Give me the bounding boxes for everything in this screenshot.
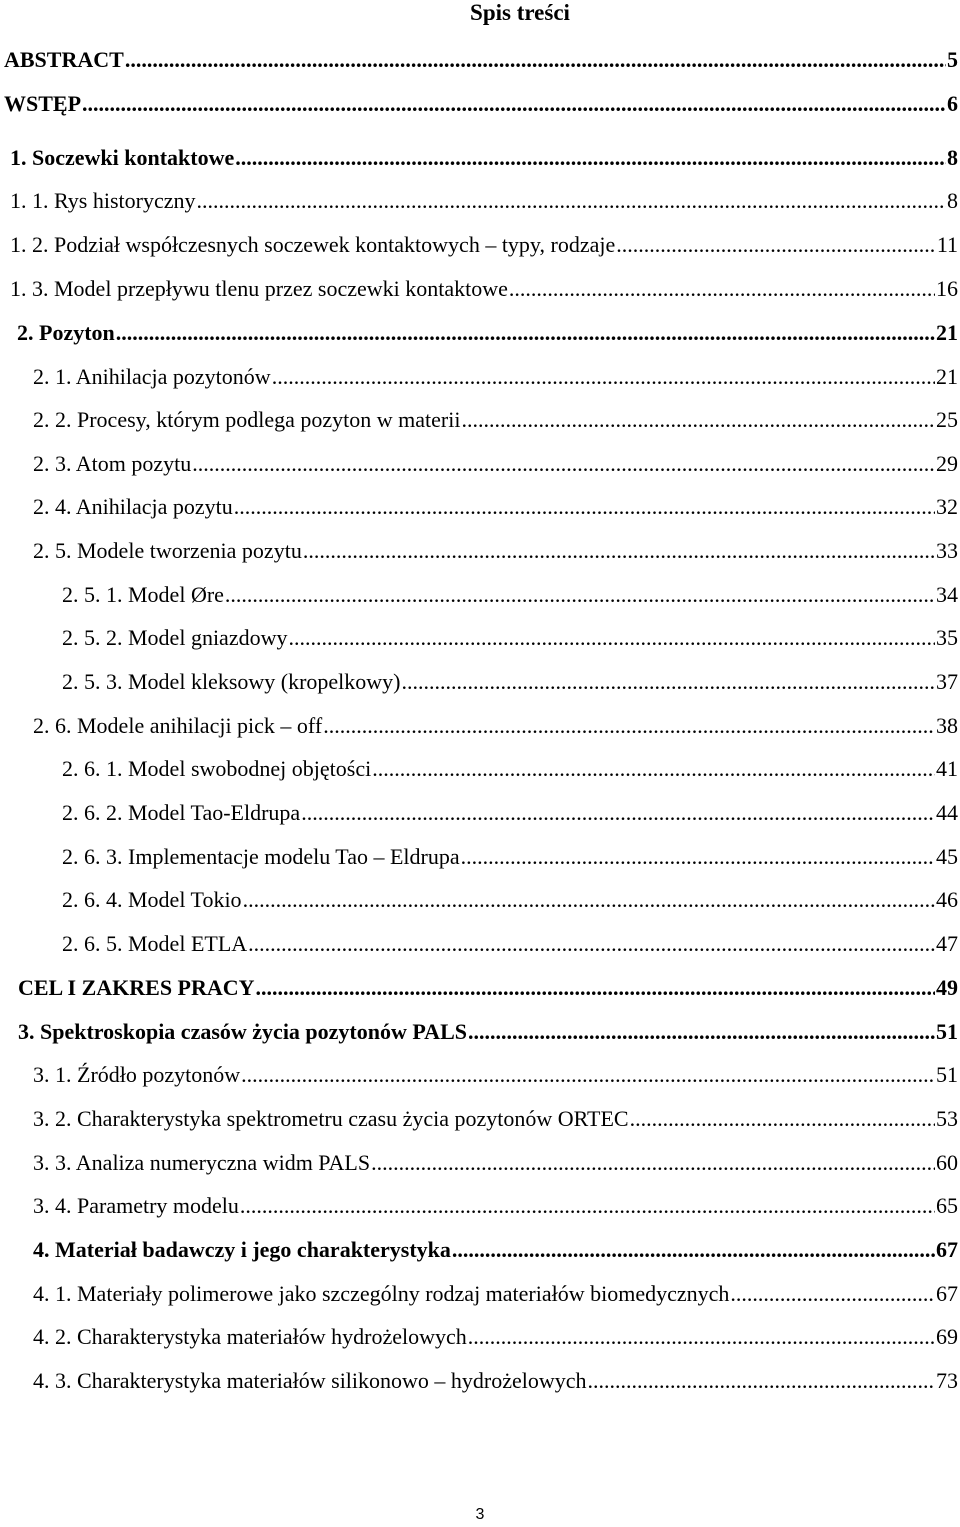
toc-dot-leader: [235, 145, 946, 171]
toc-entry: [18, 975, 958, 1001]
toc-entry: [33, 1062, 958, 1088]
toc-entry-page: 51: [936, 1019, 958, 1044]
toc-entry-label: 2. 3. Atom pozytu: [33, 451, 192, 476]
toc-entry: [62, 844, 958, 870]
toc-entry-label: WSTĘP: [4, 91, 82, 116]
toc-entry: [10, 188, 958, 214]
toc-entry-page: 47: [936, 931, 958, 956]
toc-entry: [33, 364, 958, 390]
toc-dot-leader: [371, 1150, 935, 1176]
toc-entry: [62, 800, 958, 826]
toc-entry: [33, 1106, 958, 1132]
toc-entry-page: 34: [936, 582, 958, 607]
toc-entry-page: 11: [936, 232, 958, 257]
toc-entry-page: 46: [936, 887, 958, 912]
toc-entry-label: 2. 2. Procesy, którym podlega pozyton w materii: [33, 407, 461, 432]
toc-entry-label: 2. 1. Anihilacja pozytonów: [33, 364, 271, 389]
toc-entry-label: 4. 3. Charakterystyka materiałów silikonowo – hydrożelowych: [33, 1368, 587, 1393]
toc-dot-leader: [303, 538, 935, 564]
toc-dot-leader: [461, 844, 935, 870]
toc-dot-leader: [462, 407, 936, 433]
toc-entry-label: 2. 6. 5. Model ETLA: [62, 931, 248, 956]
toc-entry-page: 6: [947, 91, 958, 116]
toc-entry-page: 60: [936, 1150, 958, 1175]
toc-entry: [10, 145, 958, 171]
toc-entry-page: 69: [936, 1324, 958, 1349]
toc-entry-label: 3. 2. Charakterystyka spektrometru czasu życia pozytonów ORTEC: [33, 1106, 629, 1131]
toc-dot-leader: [248, 931, 935, 957]
toc-entry-label: 2. 4. Anihilacja pozytu: [33, 494, 233, 519]
toc-entry: [33, 1368, 958, 1394]
toc-entry-page: 37: [936, 669, 958, 694]
toc-entry-label: 3. 4. Parametry modelu: [33, 1193, 239, 1218]
toc-entry: [33, 713, 958, 739]
toc-entry: [33, 1193, 958, 1219]
toc-dot-leader: [192, 451, 935, 477]
toc-dot-leader: [272, 364, 935, 390]
toc-entry: [62, 669, 958, 695]
toc-entry-page: 5: [947, 47, 958, 72]
toc-entry-label: 4. 2. Charakterystyka materiałów hydrożelowych: [33, 1324, 467, 1349]
toc-dot-leader: [197, 188, 947, 214]
toc-entry: [4, 47, 958, 73]
toc-dot-leader: [323, 713, 935, 739]
toc-entry-page: 41: [936, 756, 958, 781]
toc-entry-page: 65: [936, 1193, 958, 1218]
toc-entry: [33, 407, 958, 433]
toc-entry-label: 2. 6. Modele anihilacji pick – off: [33, 713, 323, 738]
page-number: 3: [475, 1506, 485, 1523]
toc-dot-leader: [241, 1062, 935, 1088]
toc-entry-label: 2. 6. 4. Model Tokio: [62, 887, 242, 912]
toc-entry-label: 2. 6. 1. Model swobodnej objętości: [62, 756, 372, 781]
toc-entry: [62, 625, 958, 651]
toc-dot-leader: [468, 1324, 935, 1350]
toc-dot-leader: [82, 91, 946, 117]
toc-entry: [18, 1019, 958, 1045]
page-title: Spis treści: [470, 0, 570, 25]
toc-entry-page: 67: [936, 1237, 958, 1262]
toc-entry-page: 51: [936, 1062, 958, 1087]
toc-entry-page: 44: [936, 800, 958, 825]
toc-entry-label: 2. 5. 1. Model Øre: [62, 582, 224, 607]
toc-entry-page: 38: [936, 713, 958, 738]
toc-dot-leader: [452, 1237, 935, 1263]
toc-entry-label: 4. Materiał badawczy i jego charakterystyka: [33, 1237, 451, 1262]
toc-entry-page: 32: [936, 494, 958, 519]
toc-dot-leader: [288, 625, 935, 651]
toc-entry: [33, 1281, 958, 1307]
toc-entry-page: 25: [936, 407, 958, 432]
toc-entry-page: 21: [936, 320, 958, 345]
toc-dot-leader: [301, 800, 935, 826]
toc-dot-leader: [125, 47, 946, 73]
toc-dot-leader: [372, 756, 935, 782]
toc-entry: [62, 582, 958, 608]
toc-entry: [33, 538, 958, 564]
toc-entry: [10, 276, 958, 302]
toc-entry: [33, 451, 958, 477]
toc-entry-label: 1. 1. Rys historyczny: [10, 188, 196, 213]
toc-entry-label: 3. Spektroskopia czasów życia pozytonów PALS: [18, 1019, 467, 1044]
toc-entry: [62, 887, 958, 913]
toc-entry-label: 2. 6. 2. Model Tao-Eldrupa: [62, 800, 301, 825]
toc-dot-leader: [256, 975, 935, 1001]
toc-entry-label: 1. 2. Podział współczesnych soczewek kontaktowych – typy, rodzaje: [10, 232, 616, 257]
toc-entry: [33, 1150, 958, 1176]
toc-entry-label: 2. 5. Modele tworzenia pozytu: [33, 538, 302, 563]
toc-entry-page: 33: [936, 538, 958, 563]
toc-entry: [33, 494, 958, 520]
toc-dot-leader: [468, 1019, 935, 1045]
toc-entry: [33, 1237, 958, 1263]
toc-entry-page: 29: [936, 451, 958, 476]
toc-entry-label: 2. 5. 2. Model gniazdowy: [62, 625, 288, 650]
toc-entry-label: 3. 3. Analiza numeryczna widm PALS: [33, 1150, 371, 1175]
toc-dot-leader: [588, 1368, 935, 1394]
toc-entry: [62, 756, 958, 782]
toc-entry-label: CEL I ZAKRES PRACY: [18, 975, 255, 1000]
toc-entry-label: 2. Pozyton: [17, 320, 115, 345]
toc-dot-leader: [225, 582, 935, 608]
toc-dot-leader: [730, 1281, 935, 1307]
toc-entry-page: 53: [936, 1106, 958, 1131]
toc-entry-page: 35: [936, 625, 958, 650]
toc-entry: [17, 320, 958, 346]
toc-dot-leader: [616, 232, 936, 258]
toc-dot-leader: [116, 320, 935, 346]
toc-entry-label: 2. 6. 3. Implementacje modelu Tao – Eldrupa: [62, 844, 460, 869]
toc-dot-leader: [234, 494, 935, 520]
toc-dot-leader: [630, 1106, 935, 1132]
toc-dot-leader: [509, 276, 935, 302]
toc-entry: [10, 232, 958, 258]
toc-entry-page: 49: [936, 975, 958, 1000]
toc-entry-page: 8: [947, 145, 958, 170]
toc-entry-label: ABSTRACT: [4, 47, 124, 72]
toc-entry-label: 1. Soczewki kontaktowe: [10, 145, 235, 170]
toc-dot-leader: [240, 1193, 935, 1219]
toc-dot-leader: [243, 887, 935, 913]
toc-entry: [4, 91, 958, 117]
toc-entry-page: 45: [936, 844, 958, 869]
toc-entry-page: 16: [936, 276, 958, 301]
toc-entry: [33, 1324, 958, 1350]
toc-entry-label: 3. 1. Źródło pozytonów: [33, 1062, 241, 1087]
toc-entry: [62, 931, 958, 957]
toc-entry-label: 1. 3. Model przepływu tlenu przez soczewki kontaktowe: [10, 276, 508, 301]
toc-dot-leader: [402, 669, 935, 695]
toc-entry-label: 4. 1. Materiały polimerowe jako szczególny rodzaj materiałów biomedycznych: [33, 1281, 730, 1306]
toc-entry-page: 8: [947, 188, 958, 213]
toc-entry-page: 73: [936, 1368, 958, 1393]
toc-entry-page: 21: [936, 364, 958, 389]
toc-entry-label: 2. 5. 3. Model kleksowy (kropelkowy): [62, 669, 401, 694]
toc-entry-page: 67: [936, 1281, 958, 1306]
